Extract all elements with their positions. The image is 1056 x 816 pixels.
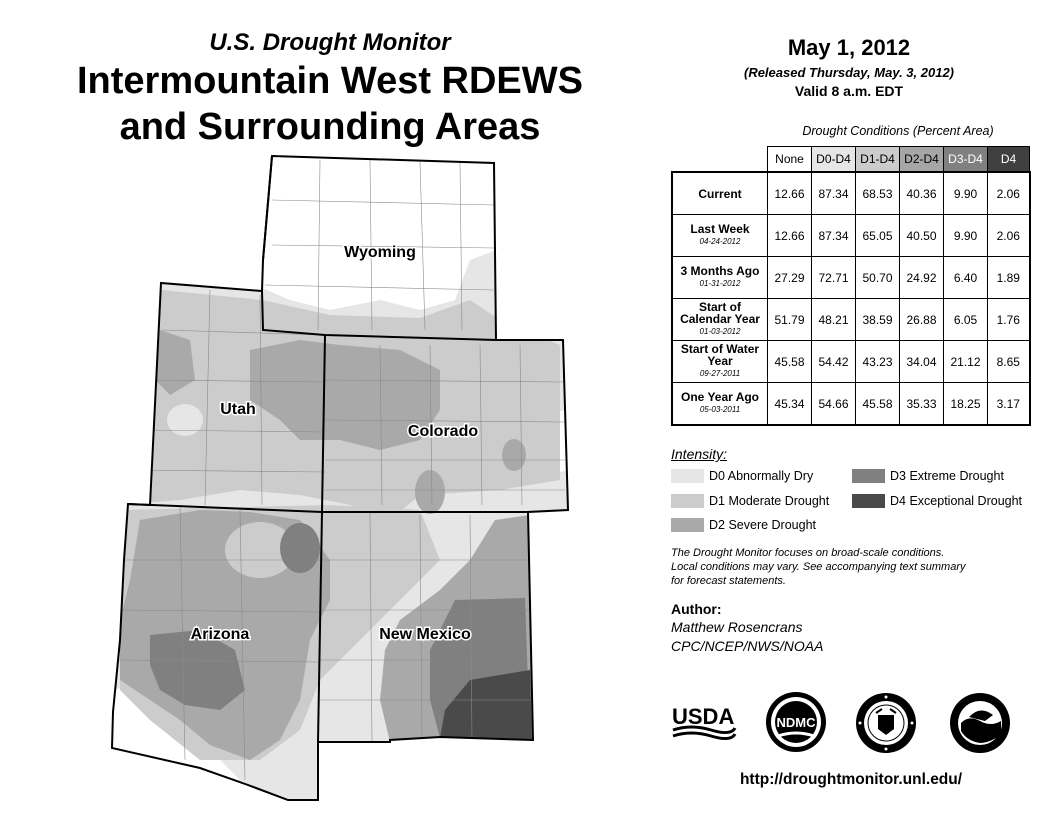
table-cell: 12.66 — [768, 172, 812, 215]
table-cell: 38.59 — [856, 299, 900, 341]
author-org: CPC/NCEP/NWS/NOAA — [671, 638, 824, 654]
table-cell: 45.58 — [856, 383, 900, 426]
table-cell: 65.05 — [856, 215, 900, 257]
table-row — [672, 383, 1030, 426]
author-heading: Author: — [671, 601, 722, 617]
legend-swatch-d3 — [852, 469, 885, 483]
row-date: 05-03-2011 — [699, 405, 741, 414]
legend-swatch-d1 — [671, 494, 704, 508]
legend-swatch-d0 — [671, 469, 704, 483]
d3-area-utah-south — [280, 523, 320, 573]
d1-pocket-utah — [167, 404, 203, 436]
note-text — [671, 546, 1031, 588]
row-label-text: One Year Ago — [680, 390, 760, 404]
row-date: 09-27-2011 — [699, 369, 741, 378]
note-line: Local conditions may vary. See accompanying text summary — [671, 561, 966, 573]
table-cell: 3.17 — [988, 383, 1030, 426]
table-row — [672, 299, 1030, 341]
conditions-caption: Drought Conditions (Percent Area) — [802, 124, 994, 138]
row-date: 01-03-2012 — [699, 327, 741, 336]
table-cell: 40.50 — [900, 215, 944, 257]
legend — [671, 446, 1051, 552]
usda-logo-text: USDA — [672, 704, 735, 729]
table-cell: 40.36 — [900, 172, 944, 215]
table-cell: 12.66 — [768, 215, 812, 257]
table-cell: 1.76 — [988, 299, 1030, 341]
drought-shading — [100, 150, 580, 810]
legend-label: D0 Abnormally Dry — [709, 469, 814, 483]
note-line: for forecast statements. — [671, 575, 786, 587]
ndmc-logo — [764, 690, 828, 754]
state-label-new-mexico: New Mexico — [379, 626, 471, 643]
drought-map — [100, 150, 580, 810]
drought-monitor-url[interactable]: http://droughtmonitor.unl.edu/ — [739, 771, 963, 788]
author-block — [671, 600, 1031, 656]
legend-grid — [671, 462, 1051, 552]
legend-title: Intensity: — [671, 446, 728, 462]
table-cell: 8.65 — [988, 341, 1030, 383]
table-cell: 2.06 — [988, 215, 1030, 257]
table-cell: 34.04 — [900, 341, 944, 383]
row-label-text: Current — [698, 186, 742, 201]
table-corner — [672, 147, 768, 173]
table-row — [672, 215, 1030, 257]
row-label — [672, 341, 768, 383]
legend-swatch-d2 — [671, 518, 704, 532]
row-date: 04-24-2012 — [699, 237, 741, 246]
map-title-line2: and Surrounding Areas — [119, 106, 541, 148]
table-cell: 35.33 — [900, 383, 944, 426]
release-date: (Released Thursday, May. 3, 2012) — [743, 65, 955, 80]
table-cell: 45.34 — [768, 383, 812, 426]
row-label-text: 3 Months Ago — [680, 264, 760, 278]
state-label-wyoming: Wyoming — [344, 244, 416, 261]
table-cell: 54.66 — [812, 383, 856, 426]
table-cell: 24.92 — [900, 257, 944, 299]
ndmc-logo-text: NDMC — [776, 715, 816, 730]
legend-label: D1 Moderate Drought — [709, 494, 830, 508]
state-label-utah: Utah — [220, 401, 256, 418]
table-cell: 6.05 — [944, 299, 988, 341]
noaa-logo — [949, 691, 1011, 755]
row-label-text: Start of Calendar Year — [680, 300, 760, 326]
table-cell: 87.34 — [812, 172, 856, 215]
state-label-colorado: Colorado — [407, 423, 479, 440]
table-row — [672, 341, 1030, 383]
table-cell: 9.90 — [944, 172, 988, 215]
d3-area-colorado — [415, 470, 445, 514]
conditions-body — [672, 172, 1030, 425]
table-cell: 72.71 — [812, 257, 856, 299]
table-cell: 87.34 — [812, 215, 856, 257]
usda-logo — [671, 702, 737, 742]
row-label — [672, 215, 768, 257]
legend-item-d2 — [671, 518, 816, 532]
row-label — [672, 172, 768, 215]
table-cell: 51.79 — [768, 299, 812, 341]
table-row — [672, 257, 1030, 299]
d3-area-colorado-east — [502, 439, 526, 471]
row-label-text: Last Week — [690, 222, 750, 236]
table-cell: 2.06 — [988, 172, 1030, 215]
table-cell: 27.29 — [768, 257, 812, 299]
legend-item-d1 — [671, 494, 829, 508]
table-cell: 45.58 — [768, 341, 812, 383]
table-cell: 50.70 — [856, 257, 900, 299]
row-label-text: Start of Water Year — [680, 342, 760, 368]
map-supertitle: U.S. Drought Monitor — [209, 29, 451, 56]
legend-item-d3 — [852, 469, 1004, 483]
legend-label: D4 Exceptional Drought — [890, 494, 1023, 508]
map-date: May 1, 2012 — [787, 35, 911, 60]
table-cell: 1.89 — [988, 257, 1030, 299]
logos — [671, 690, 1041, 760]
legend-swatch-d4 — [852, 494, 885, 508]
row-label — [672, 299, 768, 341]
doc-seal-logo — [854, 691, 918, 755]
row-label — [672, 383, 768, 426]
table-cell: 18.25 — [944, 383, 988, 426]
table-cell: 9.90 — [944, 215, 988, 257]
column-header: D3-D4 — [944, 147, 988, 173]
table-cell: 26.88 — [900, 299, 944, 341]
column-header: None — [768, 147, 812, 173]
table-cell: 43.23 — [856, 341, 900, 383]
conditions-table — [671, 146, 1031, 426]
column-header: D4 — [988, 147, 1030, 173]
map-title-line1: Intermountain West RDEWS — [77, 60, 583, 102]
table-cell: 21.12 — [944, 341, 988, 383]
valid-time: Valid 8 a.m. EDT — [794, 83, 904, 99]
note-line: The Drought Monitor focuses on broad-scale conditions. — [671, 547, 945, 559]
row-date: 01-31-2012 — [699, 279, 741, 288]
legend-item-d0 — [671, 469, 813, 483]
table-header-row — [672, 147, 1030, 173]
title-block — [0, 28, 660, 150]
table-cell: 68.53 — [856, 172, 900, 215]
legend-label: D3 Extreme Drought — [890, 469, 1004, 483]
author-name: Matthew Rosencrans — [671, 619, 803, 635]
table-cell: 6.40 — [944, 257, 988, 299]
row-label — [672, 257, 768, 299]
date-block — [668, 34, 1030, 101]
column-header: D1-D4 — [856, 147, 900, 173]
column-header: D0-D4 — [812, 147, 856, 173]
state-label-arizona: Arizona — [190, 626, 250, 643]
table-cell: 54.42 — [812, 341, 856, 383]
legend-item-d4 — [852, 494, 1022, 508]
table-cell: 48.21 — [812, 299, 856, 341]
table-row — [672, 172, 1030, 215]
column-header: D2-D4 — [900, 147, 944, 173]
legend-label: D2 Severe Drought — [709, 518, 817, 532]
